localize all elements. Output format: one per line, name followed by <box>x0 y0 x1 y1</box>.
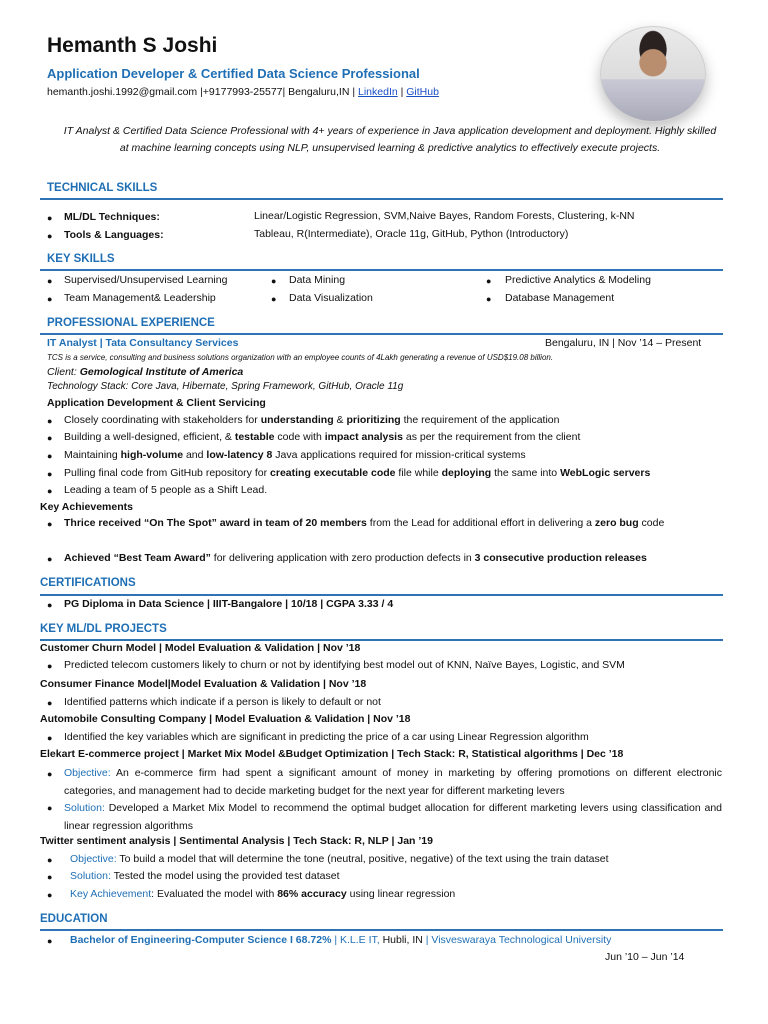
skill-label: Tools & Languages: <box>64 229 164 241</box>
bullet-icon: ● <box>47 890 53 900</box>
bullet-icon: ● <box>47 451 53 461</box>
project-objective: Objective: To build a model that will determine the tone (neutral, positive, negative) of the text using the train dataset <box>70 853 609 865</box>
github-link[interactable]: GitHub <box>406 86 439 98</box>
project-solution: Solution: Tested the model using the provided test dataset <box>70 870 340 882</box>
project-bullet: Identified patterns which indicate if a person is likely to default or not <box>64 696 381 708</box>
key-skill-item: Data Visualization <box>289 292 373 304</box>
project-bullet: Identified the key variables which are significant in predicting the price of a car using Linear Regression algorithm <box>64 731 589 743</box>
bullet-icon: ● <box>47 213 53 223</box>
bullet-icon: ● <box>47 231 53 241</box>
bullet-icon: ● <box>47 486 53 496</box>
candidate-name: Hemanth S Joshi <box>47 34 218 57</box>
section-rule <box>40 269 723 271</box>
key-skill-item: Team Management& Leadership <box>64 292 216 304</box>
client-name: Gemological Institute of America <box>79 366 244 378</box>
experience-heading: PROFESSIONAL EXPERIENCE <box>47 317 215 329</box>
experience-bullet: Closely coordinating with stakeholders for understanding & prioritizing the requirement of the application <box>64 414 560 426</box>
bullet-icon: ● <box>47 276 53 286</box>
project-title: Automobile Consulting Company | Model Evaluation & Validation | Nov ’18 <box>40 713 411 725</box>
contact-details: hemanth.joshi.1992@gmail.com |+9177993-25577| Bengaluru,IN | <box>47 86 358 98</box>
bullet-icon: ● <box>47 433 53 443</box>
contact-separator: | <box>397 86 407 98</box>
achievement-item: Achieved “Best Team Award” for delivering application with zero production defects in 3 consecutive production releases <box>64 552 647 564</box>
certifications-heading: CERTIFICATIONS <box>40 577 136 589</box>
project-title: Twitter sentiment analysis | Sentimental Analysis | Tech Stack: R, NLP | Jan ’19 <box>40 835 433 847</box>
profile-photo <box>600 26 706 122</box>
project-title: Customer Churn Model | Model Evaluation & Validation | Nov ’18 <box>40 642 361 654</box>
experience-subheading: Application Development & Client Servicing <box>47 397 266 409</box>
bullet-icon: ● <box>271 276 277 286</box>
section-rule <box>40 198 723 200</box>
experience-bullet: Leading a team of 5 people as a Shift Lead. <box>64 484 268 496</box>
contact-line <box>47 86 439 98</box>
key-skill-item: Supervised/Unsupervised Learning <box>64 274 228 286</box>
project-bullet: Predicted telecom customers likely to churn or not by identifying best model out of KNN, Naïve Bayes, Logistic, and SVM <box>64 659 625 671</box>
project-objective: Objective: An e-commerce firm had spent a significant amount of money in marketing by offering promotions on different electronic categories, and management had to decide marketing budget for the next year for different marketing levers <box>64 767 722 797</box>
bullet-icon: ● <box>47 554 53 564</box>
bullet-icon: ● <box>47 294 53 304</box>
projects-heading: KEY ML/DL PROJECTS <box>40 623 167 635</box>
bullet-icon: ● <box>47 872 53 882</box>
job-role: IT Analyst | Tata Consultancy Services <box>47 337 239 349</box>
summary-paragraph: IT Analyst & Certified Data Science Professional with 4+ years of experience in Java application development and deployment. Highly skilled at machine learning concepts using NLP, unsupervised learning & predictive analytics to effectively execute projects. <box>63 125 717 154</box>
section-rule <box>40 594 723 596</box>
achievements-heading: Key Achievements <box>40 501 133 513</box>
experience-bullet: Maintaining high-volume and low-latency 8 Java applications required for mission-critical systems <box>64 449 526 461</box>
bullet-icon: ● <box>47 469 53 479</box>
bullet-icon: ● <box>47 855 53 865</box>
key-skill-item: Predictive Analytics & Modeling <box>505 274 651 286</box>
bullet-icon: ● <box>271 294 277 304</box>
skill-value: Tableau, R(Intermediate), Oracle 11g, GitHub, Python (Introductory) <box>254 228 569 240</box>
achievement-item: Thrice received “On The Spot” award in team of 20 members from the Lead for additional effort in delivering a zero bug code <box>64 517 665 529</box>
bullet-icon: ● <box>47 519 53 529</box>
experience-bullet: Building a well-designed, efficient, & testable code with impact analysis as per the requirement from the client <box>64 431 581 443</box>
skill-label: ML/DL Techniques: <box>64 211 160 223</box>
education-item: Bachelor of Engineering-Computer Science I 68.72% | K.L.E IT, Hubli, IN | Visveswaraya Technological University <box>70 934 612 946</box>
bullet-icon: ● <box>47 416 53 426</box>
key-skills-heading: KEY SKILLS <box>47 253 115 265</box>
key-skill-item: Database Management <box>505 292 615 304</box>
bullet-icon: ● <box>47 769 53 779</box>
project-solution: Solution: Developed a Market Mix Model to recommend the optimal budget allocation for different marketing levers using classification and linear regression algorithms <box>64 802 722 832</box>
bullet-icon: ● <box>47 698 53 708</box>
project-title: Elekart E-commerce project | Market Mix Model &Budget Optimization | Tech Stack: R, Statistical algorithms | Dec ’18 <box>40 748 624 760</box>
client-line <box>47 366 243 378</box>
certification-item: PG Diploma in Data Science | IIIT-Bangalore | 10/18 | CGPA 3.33 / 4 <box>64 598 394 610</box>
bullet-icon: ● <box>47 936 53 946</box>
section-rule <box>40 639 723 641</box>
technical-skills-heading: TECHNICAL SKILLS <box>47 182 158 194</box>
job-location-dates: Bengaluru, IN | Nov ’14 – Present <box>545 337 702 349</box>
bullet-icon: ● <box>486 294 492 304</box>
project-achievement: Key Achievement: Evaluated the model with 86% accuracy using linear regression <box>70 888 456 900</box>
skill-value: Linear/Logistic Regression, SVM,Naive Bayes, Random Forests, Clustering, k-NN <box>254 210 635 222</box>
key-skill-item: Data Mining <box>289 274 346 286</box>
tech-stack-line: Technology Stack: Core Java, Hibernate, Spring Framework, GitHub, Oracle 11g <box>47 381 404 392</box>
bullet-icon: ● <box>486 276 492 286</box>
education-dates: Jun ’10 – Jun ’14 <box>605 951 685 963</box>
bullet-icon: ● <box>47 600 53 610</box>
experience-bullet: Pulling final code from GitHub repository for creating executable code file while deploying the same into WebLogic servers <box>64 467 651 479</box>
client-label: Client: <box>47 366 80 378</box>
education-heading: EDUCATION <box>40 913 108 925</box>
bullet-icon: ● <box>47 733 53 743</box>
bullet-icon: ● <box>47 661 53 671</box>
company-note: TCS is a service, consulting and business solutions organization with an employee counts of 4Lakh generating a revenue of USD$19.08 billion. <box>47 353 554 362</box>
project-title: Consumer Finance Model|Model Evaluation & Validation | Nov ’18 <box>40 678 367 690</box>
linkedin-link[interactable]: LinkedIn <box>358 86 398 98</box>
professional-title: Application Developer & Certified Data Science Professional <box>47 66 420 81</box>
bullet-icon: ● <box>47 803 53 813</box>
section-rule <box>40 333 723 335</box>
section-rule <box>40 929 723 931</box>
